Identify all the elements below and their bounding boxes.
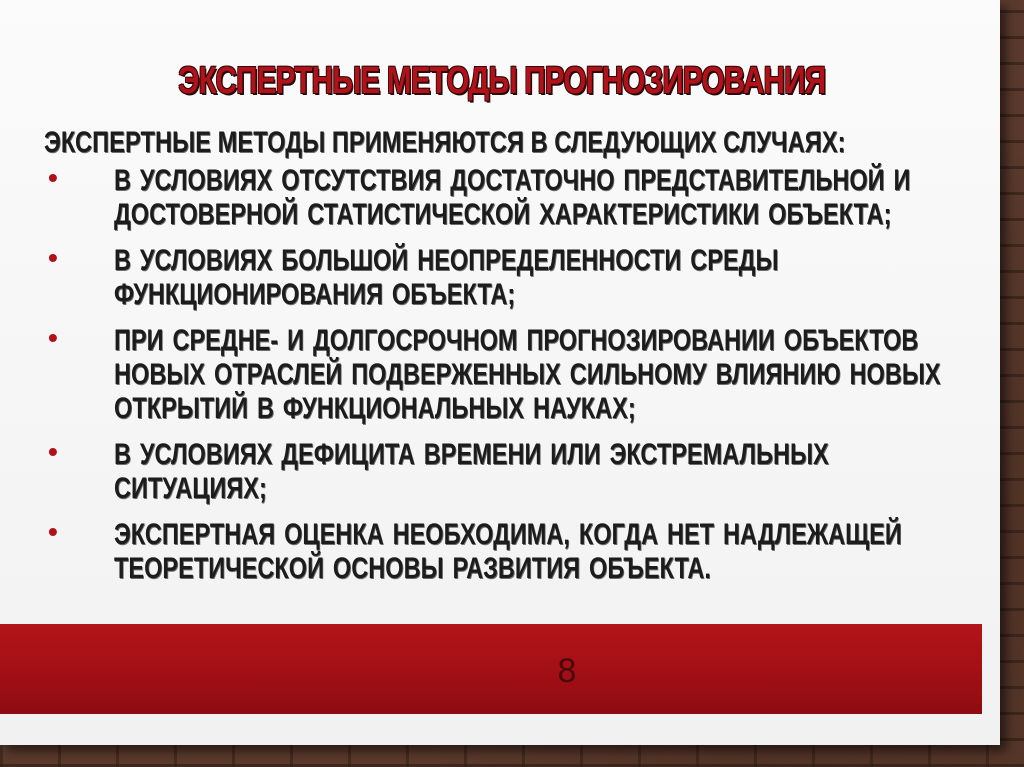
bullet-item [44,164,974,232]
bullet-item [44,244,974,312]
bullet-text: ПРИ СРЕДНЕ- И ДОЛГОСРОЧНОМ ПРОГНОЗИРОВАНИИ ОБЪЕКТОВ НОВЫХ ОТРАСЛЕЙ ПОДВЕРЖЕННЫХ СИЛЬНОМУ ВЛИЯНИЮ НОВЫХ ОТКРЫТИЙ В ФУНКЦИОНАЛЬНЫХ НАУКАХ; [114,324,941,425]
bullet-dot-icon: • [48,162,58,193]
slide-title: ЭКСПЕРТНЫЕ МЕТОДЫ ПРОГНОЗИРОВАНИЯ [178,60,826,102]
bullet-dot-icon: • [48,516,58,547]
bullet-text: В УСЛОВИЯХ ОТСУТСТВИЯ ДОСТАТОЧНО ПРЕДСТАВИТЕЛЬНОЙ И ДОСТОВЕРНОЙ СТАТИСТИЧЕСКОЙ ХАРАКТЕРИСТИКИ ОБЪЕКТА; [114,164,911,231]
slide-content [44,126,974,598]
bullet-list [44,164,974,586]
bullet-text: В УСЛОВИЯХ ДЕФИЦИТА ВРЕМЕНИ ИЛИ ЭКСТРЕМАЛЬНЫХ СИТУАЦИЯХ; [114,438,829,505]
intro-text: ЭКСПЕРТНЫЕ МЕТОДЫ ПРИМЕНЯЮТСЯ В СЛЕДУЮЩИХ СЛУЧАЯХ: [44,126,846,159]
bullet-dot-icon: • [48,322,58,353]
bullet-dot-icon: • [48,436,58,467]
bullet-item [44,438,974,506]
bullet-dot-icon: • [48,242,58,273]
bullet-item [44,324,974,426]
page-number: 8 [557,652,577,690]
bullet-text: В УСЛОВИЯХ БОЛЬШОЙ НЕОПРЕДЕЛЕННОСТИ СРЕДЫ ФУНКЦИОНИРОВАНИЯ ОБЪЕКТА; [114,244,779,311]
bullet-text: ЭКСПЕРТНАЯ ОЦЕНКА НЕОБХОДИМА, КОГДА НЕТ НАДЛЕЖАЩЕЙ ТЕОРЕТИЧЕСКОЙ ОСНОВЫ РАЗВИТИЯ ОБЪЕКТА. [114,518,902,585]
bullet-item [44,518,974,586]
